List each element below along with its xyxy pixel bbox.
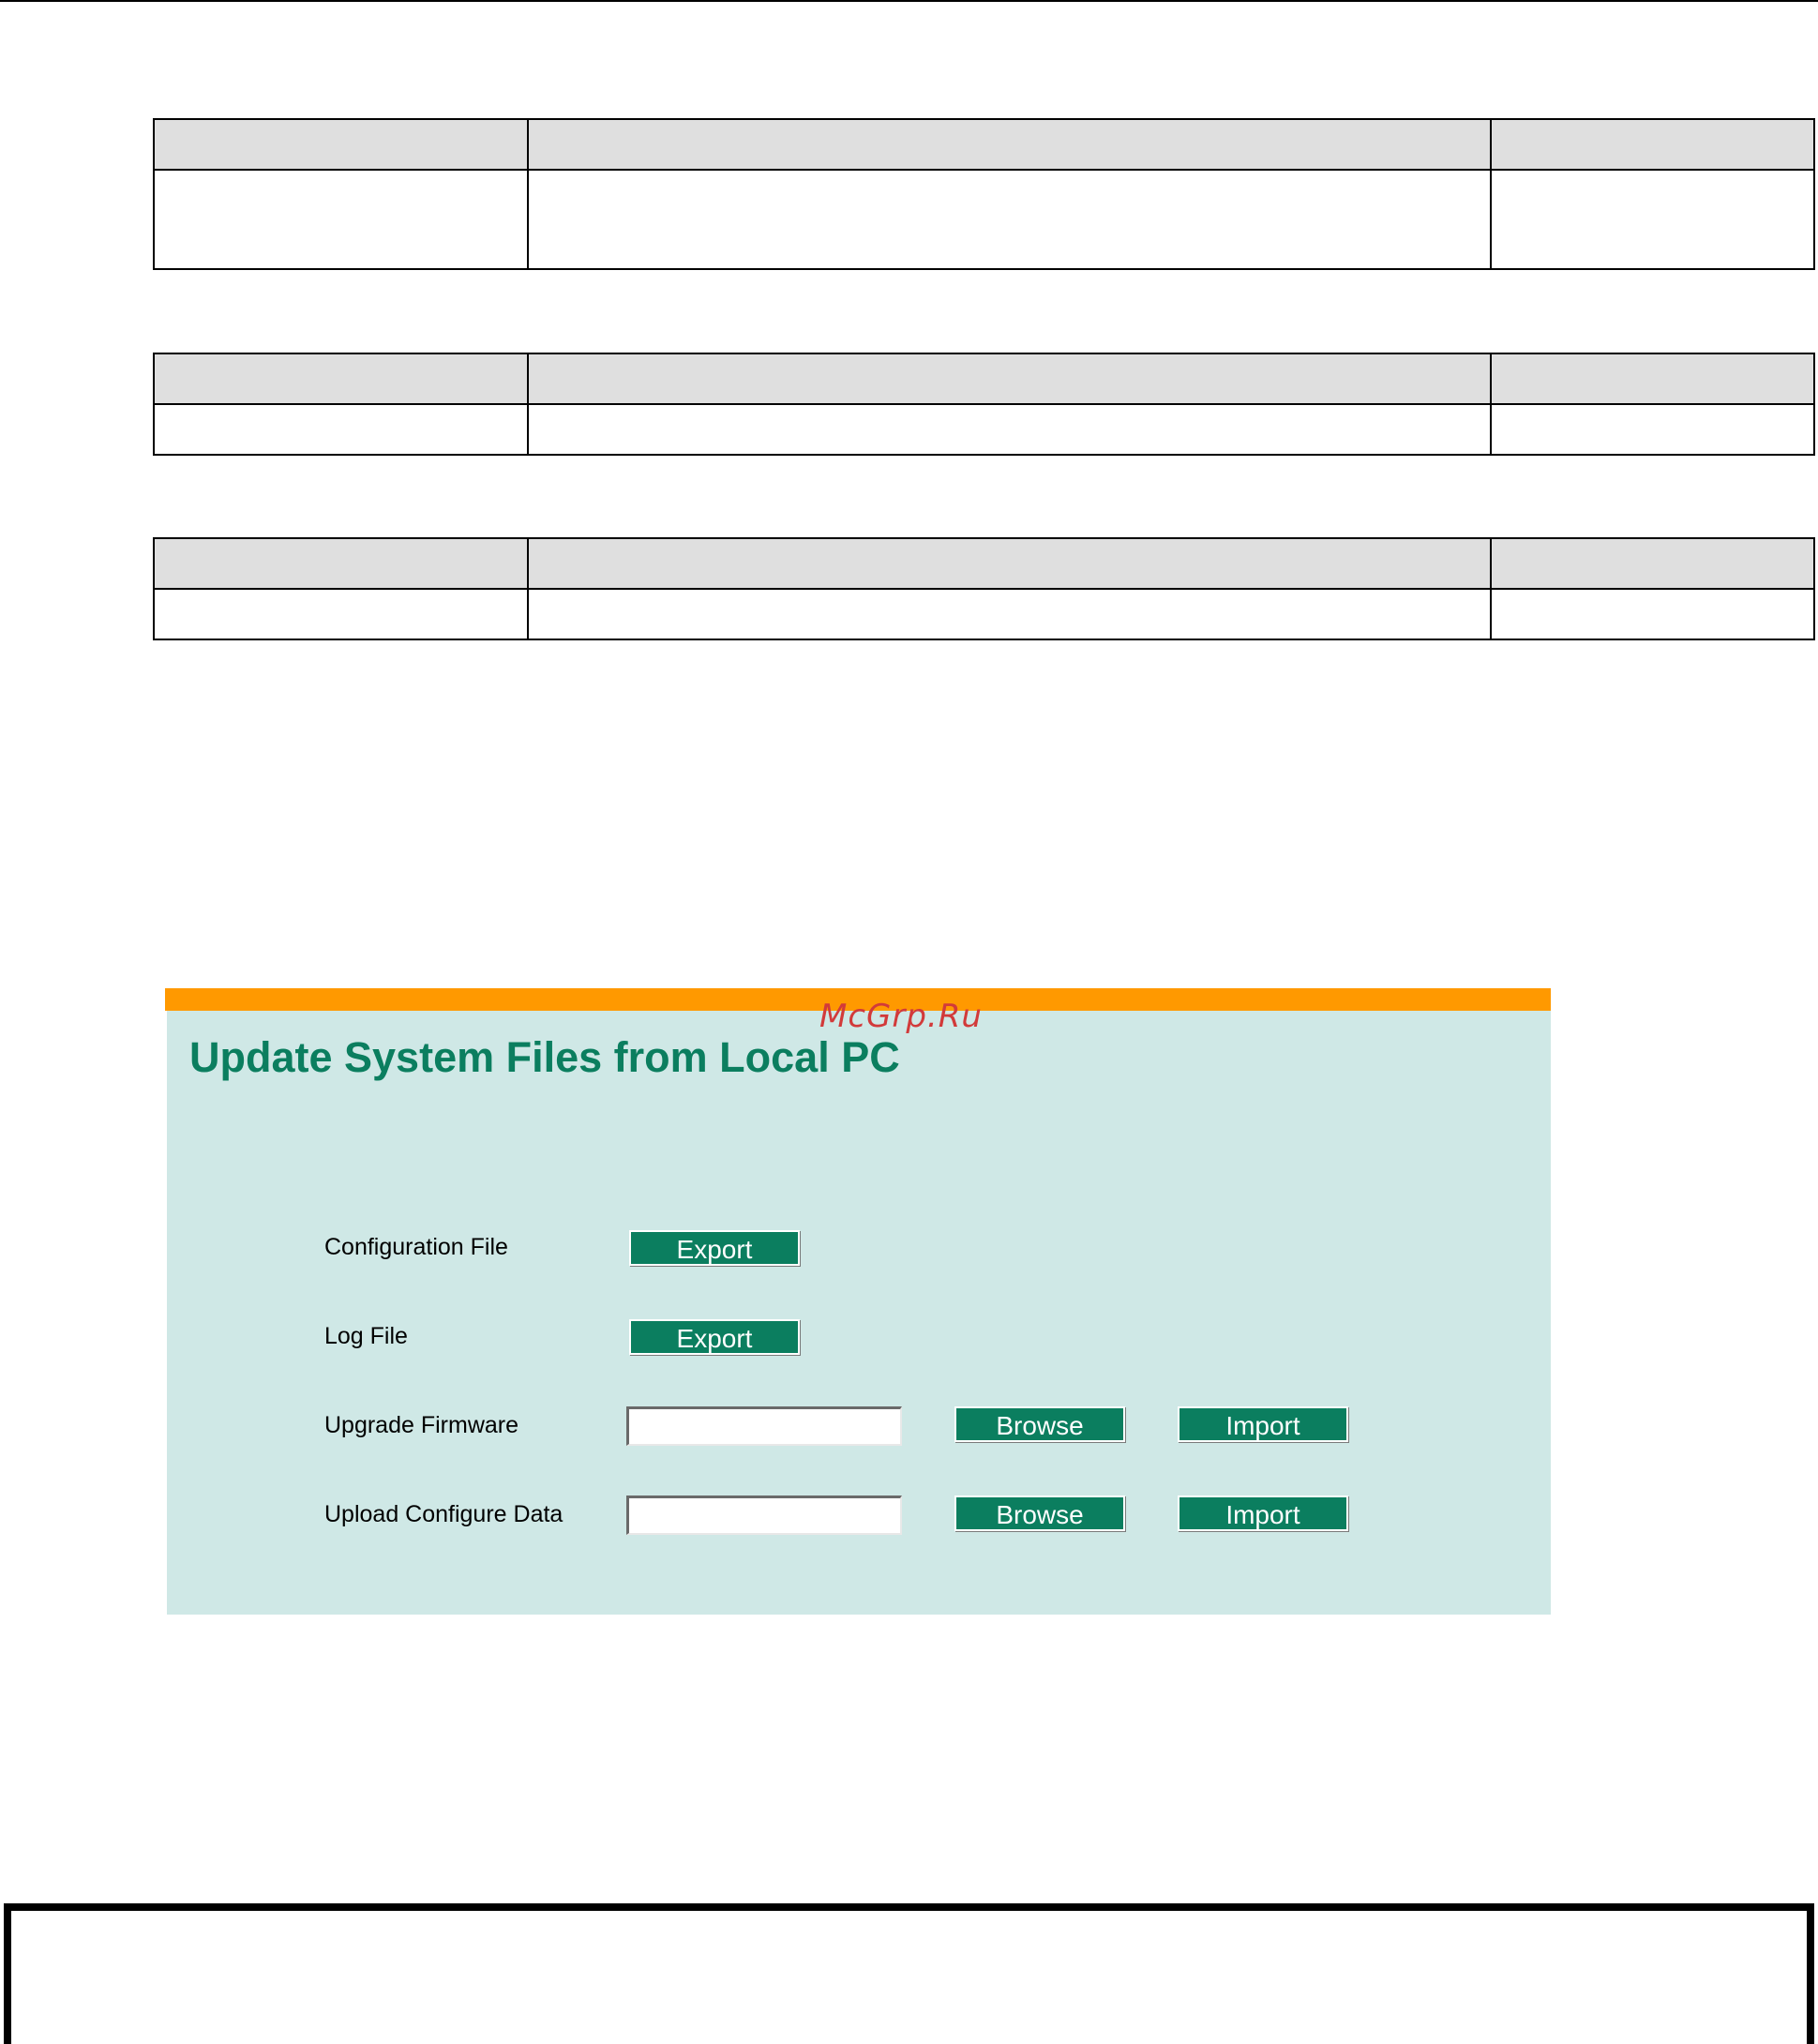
page-title: Update System Files from Local PC [189, 1033, 900, 1081]
table-header-cell [1491, 353, 1814, 404]
table-header-row [154, 119, 1814, 170]
export-log-button[interactable]: Export [629, 1319, 800, 1355]
import-firmware-button[interactable]: Import [1178, 1406, 1348, 1442]
export-configuration-button[interactable]: Export [629, 1230, 800, 1266]
footer-frame [4, 1903, 1814, 2044]
table-header-row [154, 353, 1814, 404]
settings-table-3 [153, 537, 1815, 640]
table-row [154, 404, 1814, 455]
firmware-file-input[interactable] [626, 1406, 902, 1446]
table-header-cell [528, 538, 1491, 589]
table-cell [154, 170, 528, 269]
table-header-cell [154, 538, 528, 589]
settings-table-2 [153, 353, 1815, 456]
table-header-cell [1491, 538, 1814, 589]
configuration-file-label: Configuration File [324, 1234, 508, 1260]
table-header-cell [528, 353, 1491, 404]
browse-configure-data-button[interactable]: Browse [954, 1495, 1125, 1531]
table-cell [528, 170, 1491, 269]
table-cell [154, 404, 528, 455]
top-rule [0, 0, 1818, 2]
browse-firmware-button[interactable]: Browse [954, 1406, 1125, 1442]
upload-configure-data-label: Upload Configure Data [324, 1501, 563, 1527]
table-cell [154, 589, 528, 639]
table-cell [528, 589, 1491, 639]
table-header-cell [154, 119, 528, 170]
upgrade-firmware-label: Upgrade Firmware [324, 1412, 519, 1438]
watermark-text: McGrp.Ru [819, 998, 983, 1035]
import-configure-data-button[interactable]: Import [1178, 1495, 1348, 1531]
table-cell [1491, 589, 1814, 639]
table-header-row [154, 538, 1814, 589]
table-cell [528, 404, 1491, 455]
configure-data-file-input[interactable] [626, 1495, 902, 1535]
table-header-cell [1491, 119, 1814, 170]
table-header-cell [154, 353, 528, 404]
table-header-cell [528, 119, 1491, 170]
table-row [154, 589, 1814, 639]
table-cell [1491, 170, 1814, 269]
table-cell [1491, 404, 1814, 455]
settings-table-1 [153, 118, 1815, 270]
log-file-label: Log File [324, 1323, 408, 1349]
table-row [154, 170, 1814, 269]
